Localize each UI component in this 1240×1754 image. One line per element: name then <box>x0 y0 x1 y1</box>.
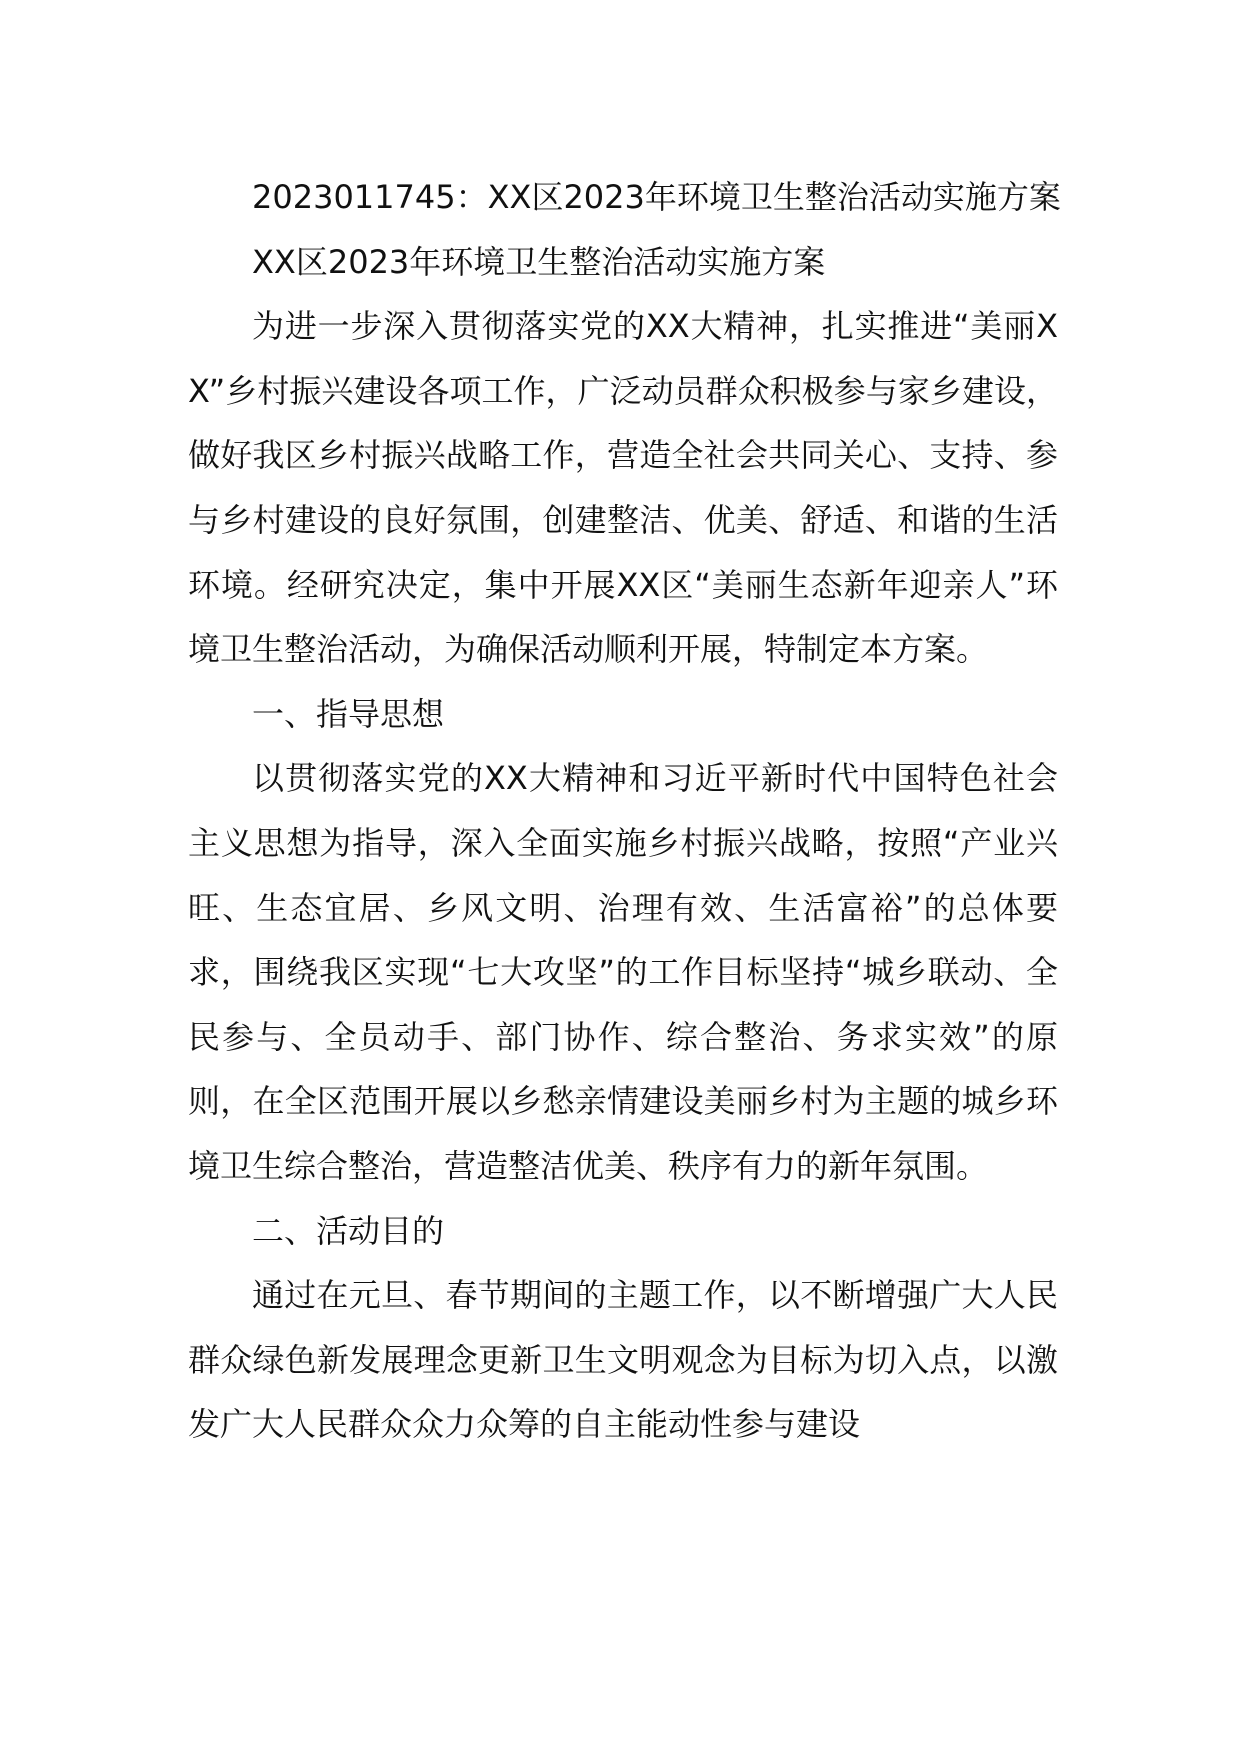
document-body <box>188 165 1061 1457</box>
document-title: XX区2023年环境卫生整治活动实施方案 <box>252 242 826 281</box>
section-heading-guiding-ideology: 一、指导思想 <box>252 694 445 733</box>
guiding-ideology-paragraph: 以贯彻落实党的XX大精神和习近平新时代中国特色社会主义思想为指导，深入全面实施乡村振兴战略，按照“产业兴旺、生态宜居、乡风文明、治理有效、生活富裕”的总体要求，围绕我区实现“七大攻坚”的工作目标坚持“城乡联动、全民参与、全员动手、部门协作、综合整治、务求实效”的原则，在全区范围开展以乡愁亲情建设美丽乡村为主题的城乡环境卫生综合整治，营造整洁优美、秩序有力的新年氛围。 <box>188 759 1058 1185</box>
file-title: 2023011745：XX区2023年环境卫生整治活动实施方案 <box>252 178 1061 216</box>
section-heading-activity-purpose: 二、活动目的 <box>252 1211 445 1250</box>
intro-paragraph: 为进一步深入贯彻落实党的XX大精神，扎实推进“美丽XX”乡村振兴建设各项工作，广泛动员群众积极参与家乡建设，做好我区乡村振兴战略工作，营造全社会共同关心、支持、参与乡村建设的良好氛围，创建整洁、优美、舒适、和谐的生活环境。经研究决定，集中开展XX区“美丽生态新年迎亲人”环境卫生整治活动，为确保活动顺利开展，特制定本方案。 <box>188 307 1058 669</box>
activity-purpose-paragraph: 通过在元旦、春节期间的主题工作，以不断增强广大人民群众绿色新发展理念更新卫生文明观念为目标为切入点，以激发广大人民群众众力众筹的自主能动性参与建设 <box>188 1276 1058 1444</box>
